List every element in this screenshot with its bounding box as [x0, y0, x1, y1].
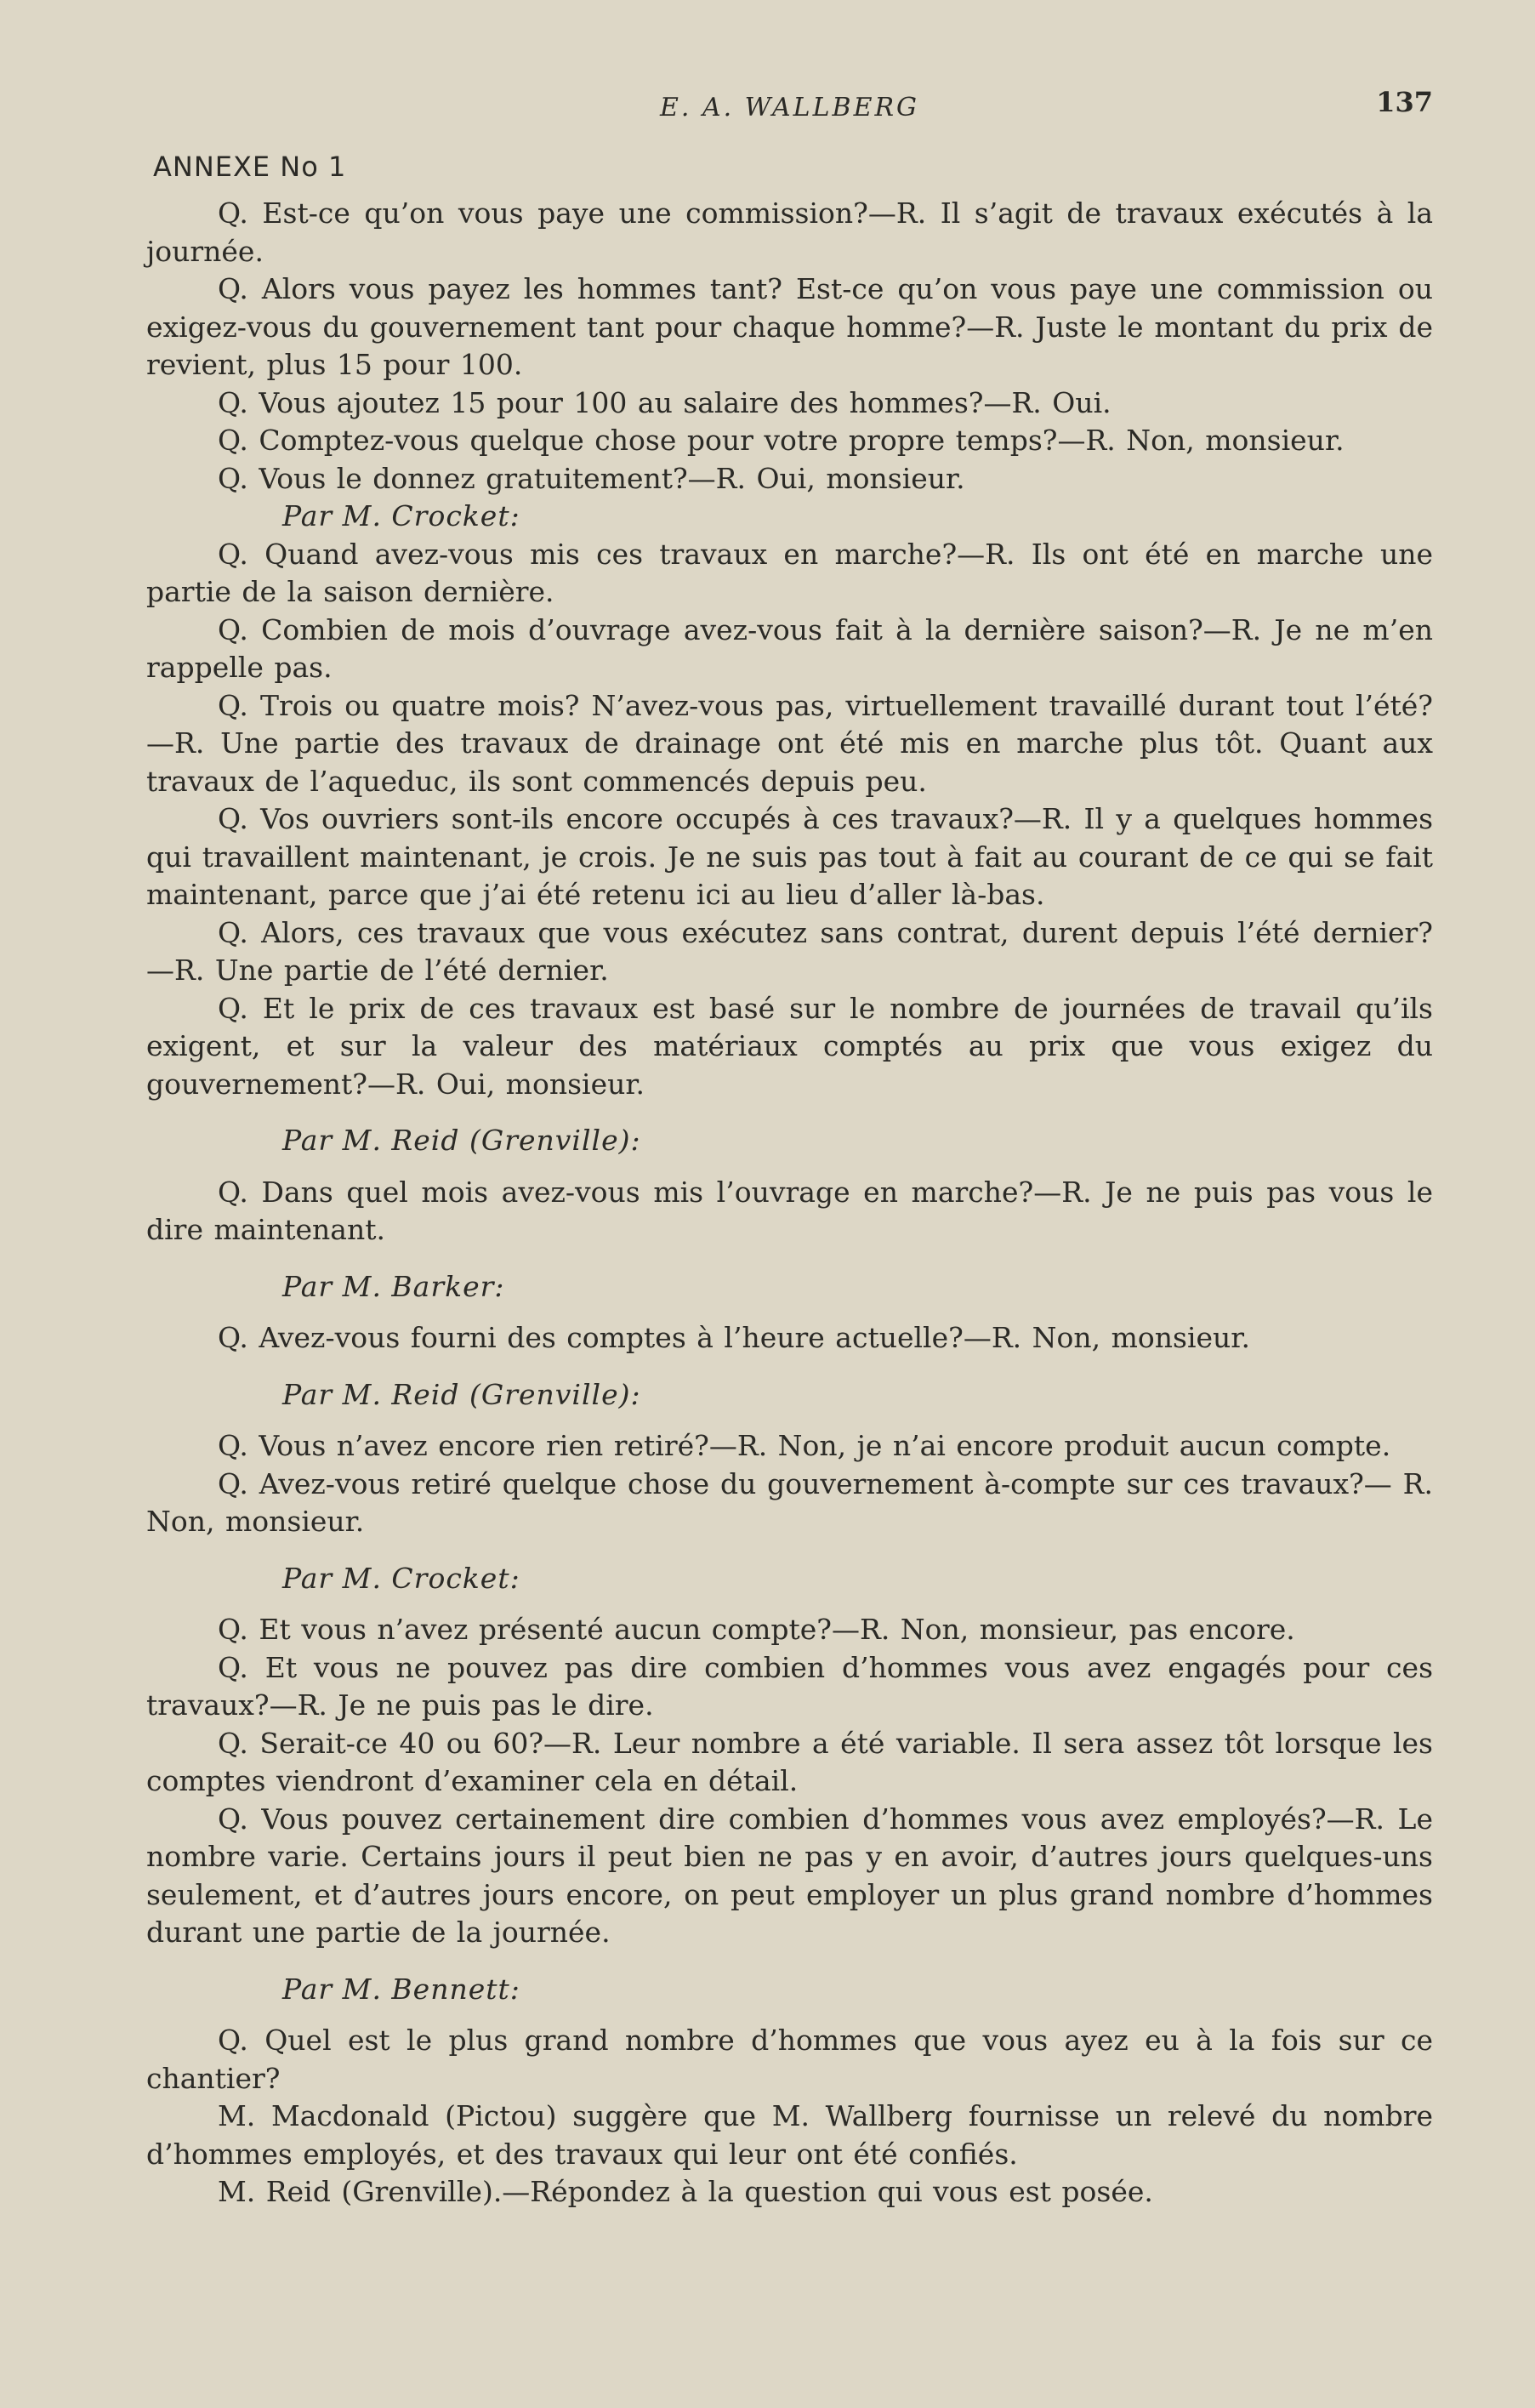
annex-label: ANNEXE No 1 — [153, 151, 347, 183]
paragraph: Q. Est-ce qu’on vous paye une commission?—R. Il s’agit de travaux exécutés à la journée. — [146, 196, 1433, 268]
paragraph: Q. Avez-vous fourni des comptes à l’heure actuelle?—R. Non, monsieur. — [218, 1321, 1250, 1354]
speaker-heading: Par M. Crocket: — [282, 1561, 520, 1595]
paragraph: Q. Alors, ces travaux que vous exécutez sans contrat, durent depuis l’été dernier? —R. Une partie de l’été dernier. — [146, 915, 1433, 987]
paragraph: Q. Avez-vous retiré quelque chose du gouvernement à-compte sur ces travaux?— R. Non, monsieur. — [146, 1466, 1433, 1538]
paragraph: Q. Et vous ne pouvez pas dire combien d’hommes vous avez engagés pour ces travaux?—R. Je ne puis pas le dire. — [146, 1650, 1433, 1722]
paragraph: Q. Dans quel mois avez-vous mis l’ouvrage en marche?—R. Je ne puis pas vous le dire maintenant. — [146, 1175, 1433, 1246]
speaker-heading: Par M. Crocket: — [282, 499, 520, 532]
paragraph: Q. Vous le donnez gratuitement?—R. Oui, monsieur. — [218, 461, 965, 495]
speaker-heading: Par M. Reid (Grenville): — [282, 1124, 641, 1157]
paragraph: Q. Comptez-vous quelque chose pour votre propre temps?—R. Non, monsieur. — [218, 424, 1345, 457]
paragraph: Q. Et vous n’avez présenté aucun compte?—R. Non, monsieur, pas encore. — [218, 1613, 1295, 1646]
page-number: 137 — [1376, 86, 1433, 118]
speaker-heading: Par M. Barker: — [282, 1269, 505, 1303]
paragraph: Q. Et le prix de ces travaux est basé sur le nombre de journées de travail qu’ils exigent, et sur la valeur des matériaux comptés au prix que vous exigez du gouvernement?—R. Oui, monsieur. — [146, 991, 1433, 1101]
page-header — [146, 81, 1433, 140]
speaker-heading: Par M. Bennett: — [282, 1972, 520, 2006]
paragraph: Q. Vos ouvriers sont-ils encore occupés à ces travaux?—R. Il y a quelques hommes qui travaillent maintenant, je crois. Je ne suis pas tout à fait au courant de ce qui se fait maintenant, parce que j’ai été retenu ici au lieu d’aller là-bas. — [146, 802, 1433, 911]
paragraph: Q. Alors vous payez les hommes tant? Est-ce qu’on vous paye une commission ou exigez-vous du gouvernement tant pour chaque homme?—R. Juste le montant du prix de revient, plus 15 pour 100. — [146, 272, 1433, 381]
paragraph: Q. Quand avez-vous mis ces travaux en marche?—R. Ils ont été en marche une partie de la saison dernière. — [146, 537, 1433, 608]
running-head: E. A. WALLBERG — [659, 93, 920, 122]
paragraph: Q. Trois ou quatre mois? N’avez-vous pas, virtuellement travaillé durant tout l’été?—R. Une partie des travaux de drainage ont été mis en marche plus tôt. Quant aux travaux de l’aqueduc, ils sont commencés depuis peu. — [146, 688, 1433, 798]
transcript-body — [146, 195, 1433, 2212]
paragraph: Q. Vous ajoutez 15 pour 100 au salaire des hommes?—R. Oui. — [218, 385, 1111, 419]
paragraph: Q. Vous n’avez encore rien retiré?—R. Non, je n’ai encore produit aucun compte. — [218, 1429, 1391, 1462]
paragraph: Q. Combien de mois d’ouvrage avez-vous fait à la dernière saison?—R. Je ne m’en rappelle pas. — [146, 612, 1433, 684]
paragraph: Q. Serait-ce 40 ou 60?—R. Leur nombre a été variable. Il sera assez tôt lorsque les comptes viendront d’examiner cela en détail. — [146, 1726, 1433, 1797]
paragraph: M. Macdonald (Pictou) suggère que M. Wallberg fournisse un relevé du nombre d’hommes employés, et des travaux qui leur ont été confiés. — [146, 2099, 1433, 2171]
paragraph: Q. Quel est le plus grand nombre d’hommes que vous ayez eu à la fois sur ce chantier? — [146, 2024, 1433, 2095]
paragraph: Q. Vous pouvez certainement dire combien d’hommes vous avez employés?—R. Le nombre varie. Certains jours il peut bien ne pas y en avoir, d’autres jours quelques-uns seulement, et d’autres jours encore, on peut employer un plus grand nombre d’hommes durant une partie de la journée. — [146, 1802, 1433, 1949]
speaker-heading: Par M. Reid (Grenville): — [282, 1377, 641, 1411]
paragraph: M. Reid (Grenville).—Répondez à la question qui vous est posée. — [218, 2175, 1153, 2208]
